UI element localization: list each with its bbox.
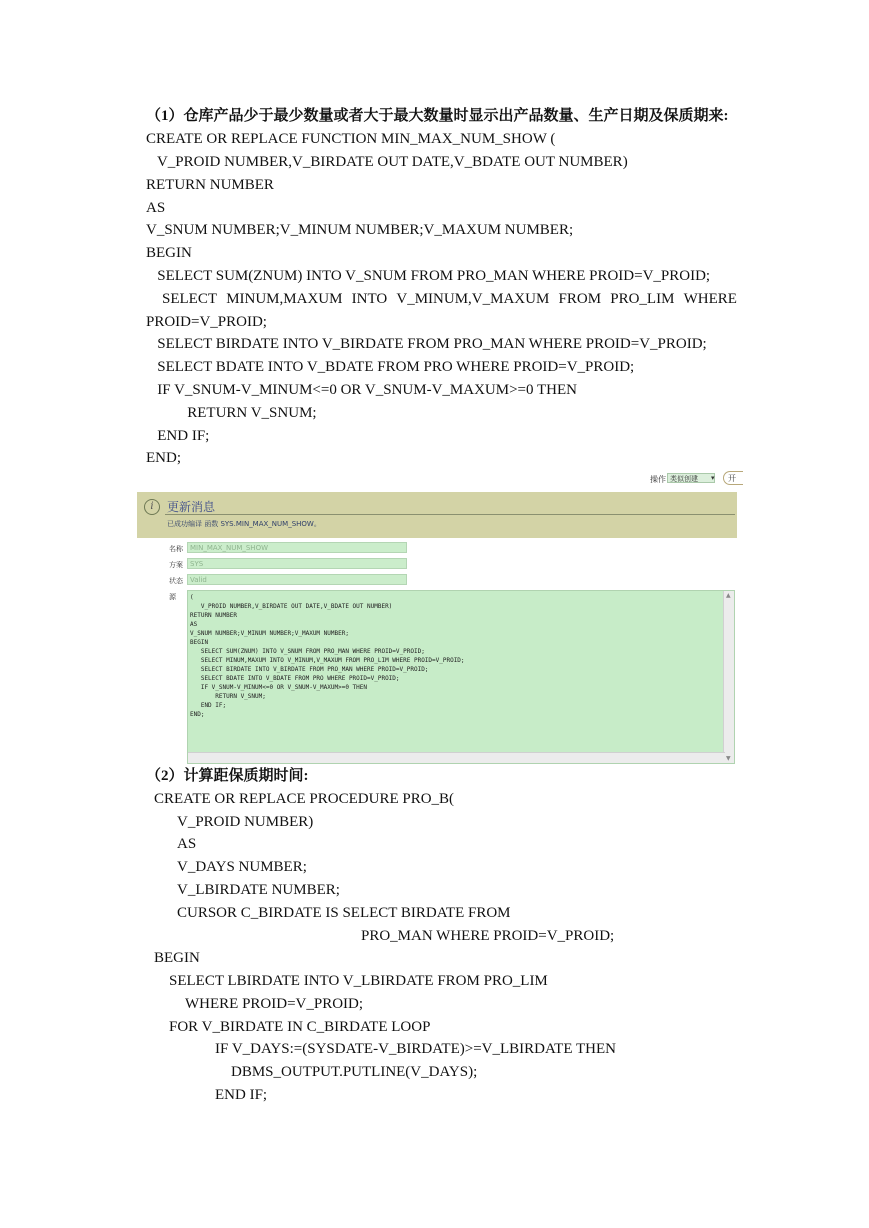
code-line: BEGIN (154, 950, 200, 966)
code-line: IF V_DAYS:=(SYSDATE-V_BIRDATE)>=V_LBIRDATE THEN (215, 1041, 616, 1057)
source-code: ( V_PROID NUMBER,V_BIRDATE OUT DATE,V_BDATE OUT NUMBER) RETURN NUMBER AS V_SNUM NUMBER;V_MINUM NUMBER;V_MAXUM NUMBER; BEGIN SELECT SUM(ZNUM) INTO V_SNUM FROM PRO_MAN WHERE PROID=V_PROID; SELECT MINUM,MAXUM INTO V_MINUM,V_MAXUM FROM PRO_LIM WHERE PROID=V_PROID; SELECT BIRDATE INTO V_BIRDATE FROM PRO_MAN WHERE PROID=V_PROID; SELECT BDATE INTO V_BDATE FROM PRO WHERE PROID=V_PROID; IF V_SNUM-V_MINUM<=0 OR V_SNUM-V_MAXUM>=0 THEN RETURN V_SNUM; END IF; END; (190, 594, 465, 718)
scroll-up-icon[interactable]: ▲ (726, 592, 731, 599)
name-label: 名称 (169, 545, 183, 553)
code-line: CREATE OR REPLACE FUNCTION MIN_MAX_NUM_SHOW ( (146, 131, 556, 147)
code-line: V_LBIRDATE NUMBER; (177, 882, 340, 898)
code-line: PRO_MAN WHERE PROID=V_PROID; (361, 928, 615, 944)
source-label: 源 (169, 593, 176, 601)
code-line: V_PROID NUMBER) (177, 814, 314, 830)
code-line: V_PROID NUMBER,V_BIRDATE OUT DATE,V_BDATE OUT NUMBER) (146, 154, 628, 170)
horizontal-scrollbar[interactable] (188, 752, 725, 763)
code-line: SELECT BDATE INTO V_BDATE FROM PRO WHERE PROID=V_PROID; (146, 359, 635, 375)
banner-title: 更新消息 (167, 500, 216, 514)
code-line: END; (146, 450, 181, 466)
section1-heading: （1）仓库产品少于最少数量或者大于最大数量时显示出产品数量、生产日期及保质期来: (146, 108, 729, 124)
code-line: SELECT SUM(ZNUM) INTO V_SNUM FROM PRO_MAN WHERE PROID=V_PROID; (146, 268, 711, 284)
code-line-justified (162, 289, 737, 309)
status-label: 状态 (169, 577, 183, 585)
code-word: MINUM,MAXUM (226, 291, 343, 307)
code-line: V_DAYS NUMBER; (177, 859, 307, 875)
code-line: DBMS_OUTPUT.PUTLINE(V_DAYS); (231, 1064, 478, 1080)
screenshot-toolbar (640, 471, 737, 487)
code-word: INTO (351, 291, 388, 307)
chevron-down-icon[interactable]: ▾ (711, 474, 715, 482)
info-icon: i (144, 499, 160, 515)
code-word: PRO_LIM (610, 291, 675, 307)
divider (165, 514, 735, 515)
code-word: SELECT (162, 291, 217, 307)
status-field[interactable]: Valid (187, 574, 407, 585)
code-line: RETURN NUMBER (146, 177, 274, 193)
schema-label: 方案 (169, 561, 183, 569)
code-line: END IF; (146, 428, 210, 444)
code-word: V_MINUM,V_MAXUM (396, 291, 550, 307)
scroll-down-icon[interactable]: ▼ (726, 755, 731, 762)
code-line: SELECT BIRDATE INTO V_BIRDATE FROM PRO_MAN WHERE PROID=V_PROID; (146, 336, 707, 352)
toolbar-label: 操作 (650, 475, 666, 484)
code-line: PROID=V_PROID; (146, 314, 267, 330)
code-line: IF V_SNUM-V_MINUM<=0 OR V_SNUM-V_MAXUM>=0 THEN (146, 382, 577, 398)
code-word: FROM (558, 291, 602, 307)
banner-message: 已成功编译 函数 SYS.MIN_MAX_NUM_SHOW。 (167, 520, 321, 528)
code-line: END IF; (215, 1087, 268, 1103)
function-form (137, 538, 737, 766)
code-line: V_SNUM NUMBER;V_MINUM NUMBER;V_MAXUM NUMBER; (146, 222, 574, 238)
code-line: WHERE PROID=V_PROID; (185, 996, 364, 1012)
code-word: WHERE (683, 291, 737, 307)
update-message-banner (137, 492, 737, 538)
code-line: CURSOR C_BIRDATE IS SELECT BIRDATE FROM (177, 905, 511, 921)
code-line: AS (146, 200, 166, 216)
code-line: BEGIN (146, 245, 192, 261)
action-select[interactable]: 类似创建 (667, 473, 715, 483)
schema-field[interactable]: SYS (187, 558, 407, 569)
code-line: RETURN V_SNUM; (146, 405, 317, 421)
section2-heading: （2）计算距保质期时间: (146, 768, 309, 784)
code-line: SELECT LBIRDATE INTO V_LBIRDATE FROM PRO_LIM (169, 973, 548, 989)
vertical-scrollbar[interactable] (723, 591, 734, 763)
code-line: CREATE OR REPLACE PROCEDURE PRO_B( (154, 791, 455, 807)
start-button[interactable]: 开 (723, 471, 743, 485)
name-field[interactable]: MIN_MAX_NUM_SHOW (187, 542, 407, 553)
code-line: AS (177, 836, 197, 852)
source-textarea[interactable] (187, 590, 735, 764)
code-line: FOR V_BIRDATE IN C_BIRDATE LOOP (169, 1019, 431, 1035)
